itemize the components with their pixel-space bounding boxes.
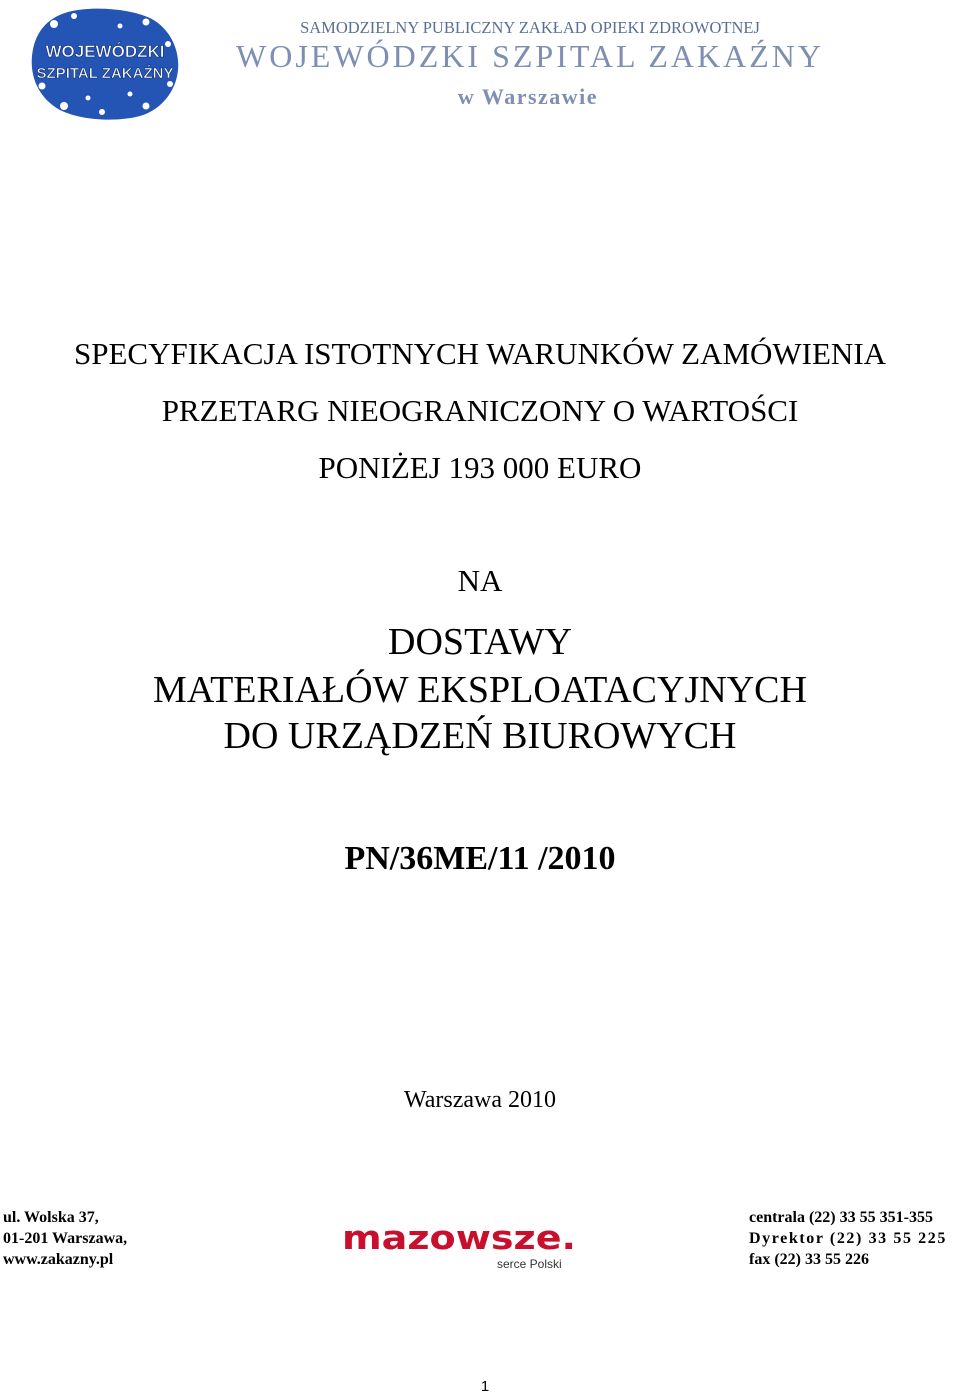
doc-title-line1: SPECYFIKACJA ISTOTNYCH WARUNKÓW ZAMÓWIENIA xyxy=(73,336,887,371)
institution-city: w Warszawie xyxy=(457,84,599,109)
phone-director: Dyrektor (22) 33 55 225 xyxy=(749,1230,947,1247)
subject-line2: MATERIAŁÓW EKSPLOATACYJNYCH xyxy=(153,669,807,711)
reference-number: PN/36ME/11 /2010 xyxy=(344,840,616,877)
doc-title-line2: PRZETARG NIEOGRANICZONY O WARTOŚCI xyxy=(161,393,799,428)
fax-number: fax (22) 33 55 226 xyxy=(749,1251,869,1268)
doc-title-line3: PONIŻEJ 193 000 EURO xyxy=(318,450,642,485)
address-street: ul. Wolska 37, xyxy=(3,1209,99,1226)
footer-contacts xyxy=(749,1207,947,1270)
logo-line1: WOJEWÓDZKI xyxy=(45,42,165,61)
doc-title-na: NA xyxy=(457,563,503,598)
subject-line1: DOSTAWY xyxy=(388,621,572,663)
website-link[interactable]: www.zakazny.pl xyxy=(3,1251,114,1268)
phone-central: centrala (22) 33 55 351-355 xyxy=(749,1209,933,1226)
page-number: 1 xyxy=(480,1378,490,1395)
institution-type: SAMODZIELNY PUBLICZNY ZAKŁAD OPIEKI ZDROWOTNEJ xyxy=(300,18,760,37)
place-date: Warszawa 2010 xyxy=(403,1087,556,1113)
logo-line2: SZPITAL ZAKAŹNY xyxy=(36,65,174,82)
mazowsze-tagline: serce Polski xyxy=(497,1257,562,1271)
footer-address xyxy=(3,1207,127,1270)
address-city: 01-201 Warszawa, xyxy=(3,1230,128,1247)
subject-line3: DO URZĄDZEŃ BIUROWYCH xyxy=(223,715,737,757)
institution-name: WOJEWÓDZKI SZPITAL ZAKAŹNY xyxy=(236,38,824,74)
mazowsze-logo xyxy=(340,1218,580,1272)
hospital-logo xyxy=(28,6,182,120)
mazowsze-wordmark: mazowsze. xyxy=(342,1218,576,1257)
